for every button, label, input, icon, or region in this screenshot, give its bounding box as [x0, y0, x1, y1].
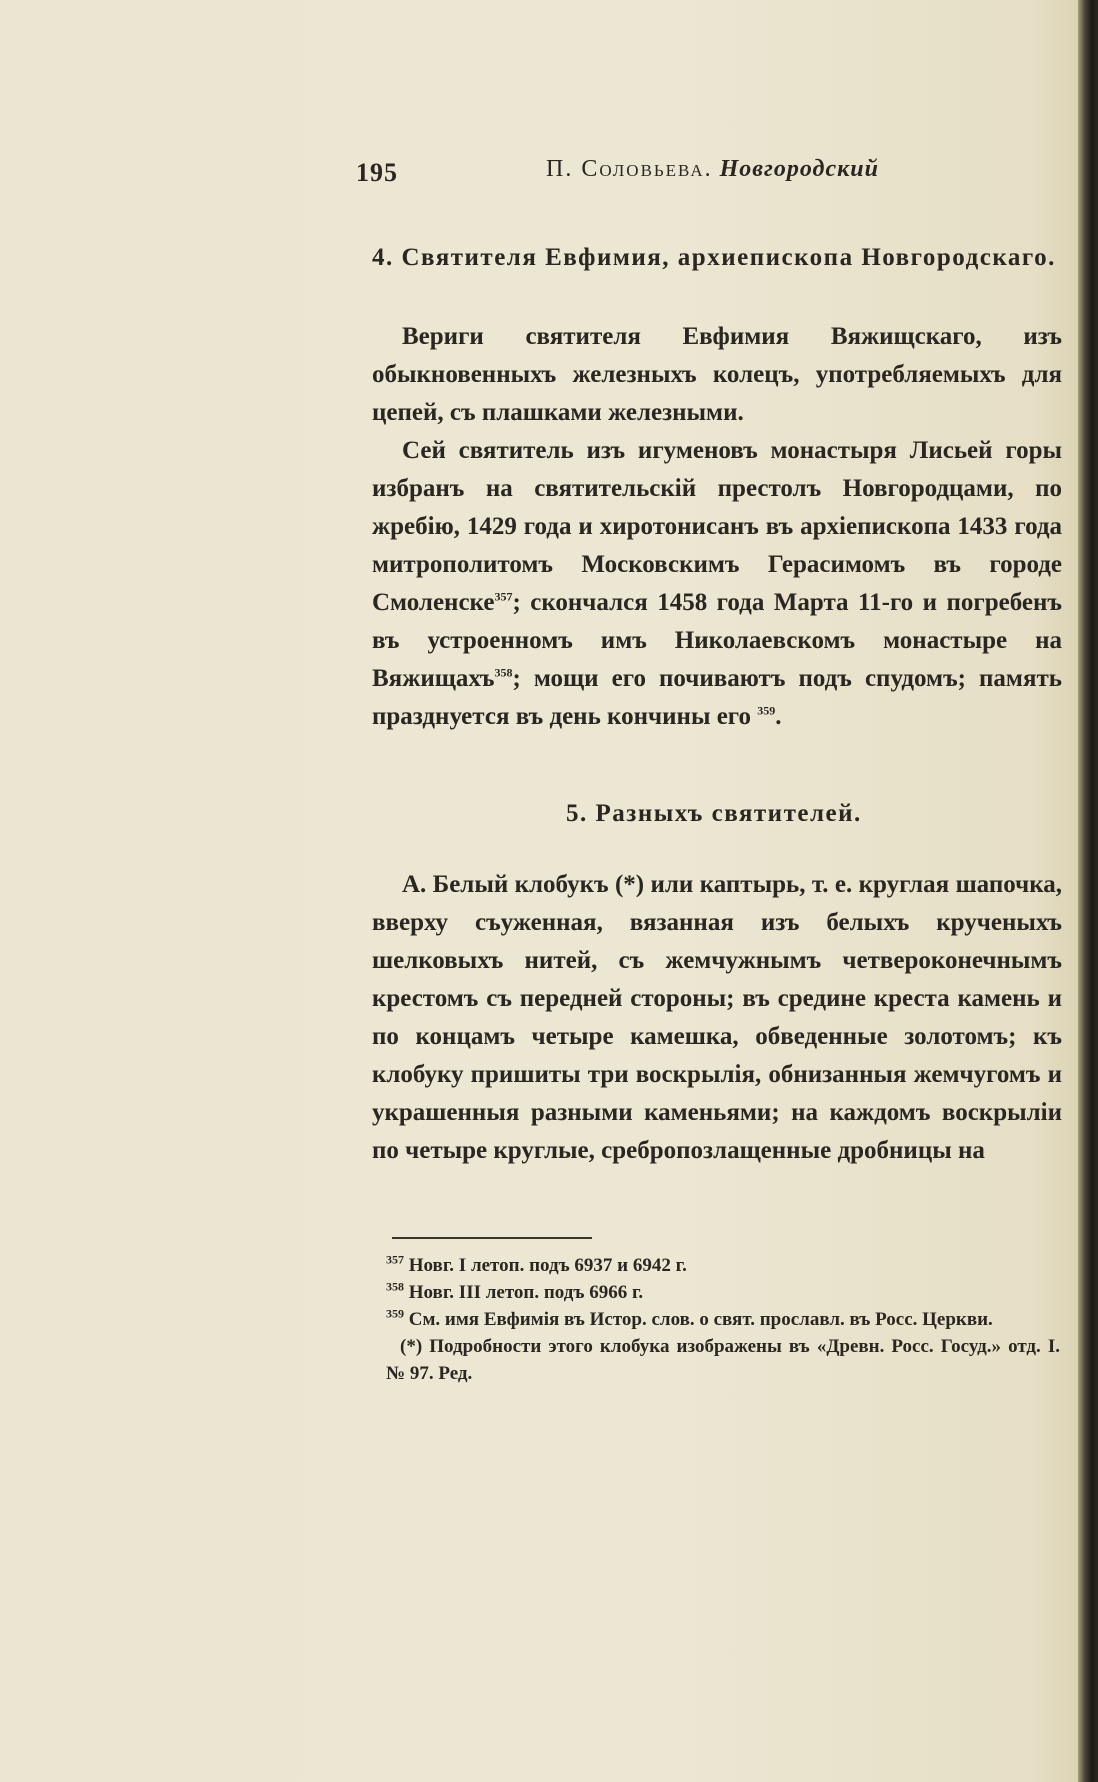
section-4-body	[372, 318, 1062, 736]
running-book-title: Новгородский	[719, 156, 879, 182]
footnote-number: 358	[386, 1279, 404, 1294]
footnote-text: См. имя Евфимія въ Истор. слов. о свят. прославл. въ Росс. Церкви.	[408, 1309, 993, 1330]
footnote-editor	[386, 1333, 1060, 1387]
footnote-mark: (*)	[400, 1336, 423, 1357]
paragraph-biography-end: .	[775, 703, 782, 730]
section-heading-5: 5. Разныхъ святителей.	[566, 800, 862, 827]
footnote-357	[386, 1252, 1060, 1279]
running-header	[356, 150, 886, 190]
running-author: П. Соловьева.	[546, 156, 713, 182]
paragraph-biography	[372, 432, 1062, 736]
paragraph-biography-part-c: ; мощи его почиваютъ подъ спудомъ; память празднуется въ день кончины его	[372, 665, 1062, 730]
footnote-ref-358[interactable]: 358	[494, 665, 513, 680]
footnote-359	[386, 1306, 1060, 1333]
footnote-ref-359[interactable]: 359	[757, 703, 776, 718]
section-5-body	[372, 866, 1062, 1170]
paragraph-biography-part-b: ; скончался 1458 года Марта 11-го и погребенъ въ устроенномъ имъ Николаевскомъ монастыре на Вяжищахъ	[372, 589, 1062, 692]
footnote-number: 357	[386, 1252, 404, 1267]
section-heading-4: 4. Святителя Евфимия, архиепископа Новгородскаго.	[372, 244, 1056, 271]
paragraph-klobuk: А. Белый клобукъ (*) или каптырь, т. е. круглая шапочка, вверху съуженная, вязанная изъ белыхъ крученыхъ шелковыхъ нитей, съ жемчужнымъ четвероконечнымъ крестомъ съ передней стороны; въ средине креста камень и по концамъ четыре камешка, обведенные золотомъ; къ клобуку пришиты три воскрылія, обнизанныя жемчугомъ и украшенныя разными каменьями; на каждомъ воскрыліи по четыре круглые, сребропозлащенные дробницы на	[372, 871, 1062, 1164]
footnote-text: Подробности этого клобука изображены въ «Древн. Росс. Госуд.» отд. I. № 97. Ред.	[386, 1336, 1060, 1384]
footnote-separator	[392, 1237, 592, 1239]
footnote-text: Новг. I летоп. подъ 6937 и 6942 г.	[408, 1255, 687, 1276]
paragraph-biography-part-a: Сей святитель изъ игуменовъ монастыря Лисьей горы избранъ на святительскій престолъ Новгородцами, по жребію, 1429 года и хиротонисанъ въ архіепископа 1433 года митрополитомъ Московскимъ Герасимомъ въ городе Смоленске	[372, 437, 1062, 616]
footnote-ref-357[interactable]: 357	[494, 589, 513, 604]
page-number: 195	[356, 158, 398, 187]
footnotes	[386, 1252, 1060, 1387]
paragraph-verigi: Вериги святителя Евфимия Вяжищскаго, изъ обыкновенныхъ железныхъ колецъ, употребляемыхъ для цепей, съ плашками железными.	[372, 323, 1062, 426]
footnote-number: 359	[386, 1306, 404, 1321]
footnote-text: Новг. III летоп. подъ 6966 г.	[408, 1282, 644, 1303]
book-spine-edge	[1078, 0, 1098, 1782]
footnote-358	[386, 1279, 1060, 1306]
running-title	[546, 156, 879, 183]
